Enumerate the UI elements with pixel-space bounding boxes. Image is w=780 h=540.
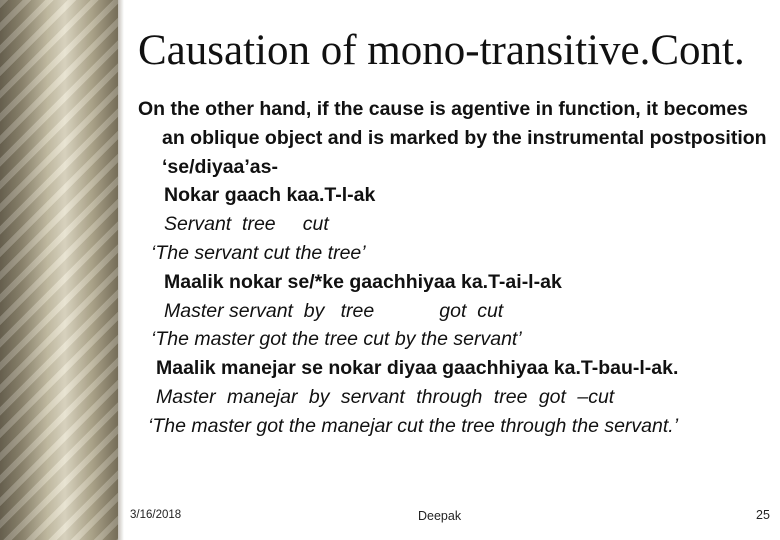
example-3-translation: ‘The master got the manejar cut the tree through the servant.’	[148, 414, 679, 437]
example-3-gloss: Master manejar by servant through tree got –cut	[156, 385, 615, 408]
example-2-translation: ‘The master got the tree cut by the servant’	[151, 328, 522, 351]
slide-body	[138, 95, 768, 441]
slide-title: Causation of mono-transitive.Cont.	[138, 27, 745, 74]
example-2-sentence: Maalik nokar se/*ke gaachhiyaa ka.T-ai-l-ak	[164, 270, 562, 293]
decorative-side-rail	[0, 0, 118, 540]
example-1-sentence: Nokar gaach kaa.T-l-ak	[164, 184, 376, 207]
page-number: 25	[756, 508, 770, 522]
footer-author: Deepak	[418, 509, 462, 523]
footer-date: 3/16/2018	[130, 509, 182, 521]
example-1-gloss: Servant tree cut	[164, 213, 329, 236]
rail-shadow	[118, 0, 124, 540]
example-1-translation: ‘The servant cut the tree’	[151, 241, 366, 264]
example-2-gloss: Master servant by tree got cut	[164, 299, 504, 322]
intro-paragraph: On the other hand, if the cause is agentive in function, it becomes an oblique object and is marked by the instrumental postposition ‘se/diyaa’as-	[138, 98, 767, 178]
example-3-sentence: Maalik manejar se nokar diyaa gaachhiyaa ka.T-bau-l-ak.	[156, 357, 679, 380]
